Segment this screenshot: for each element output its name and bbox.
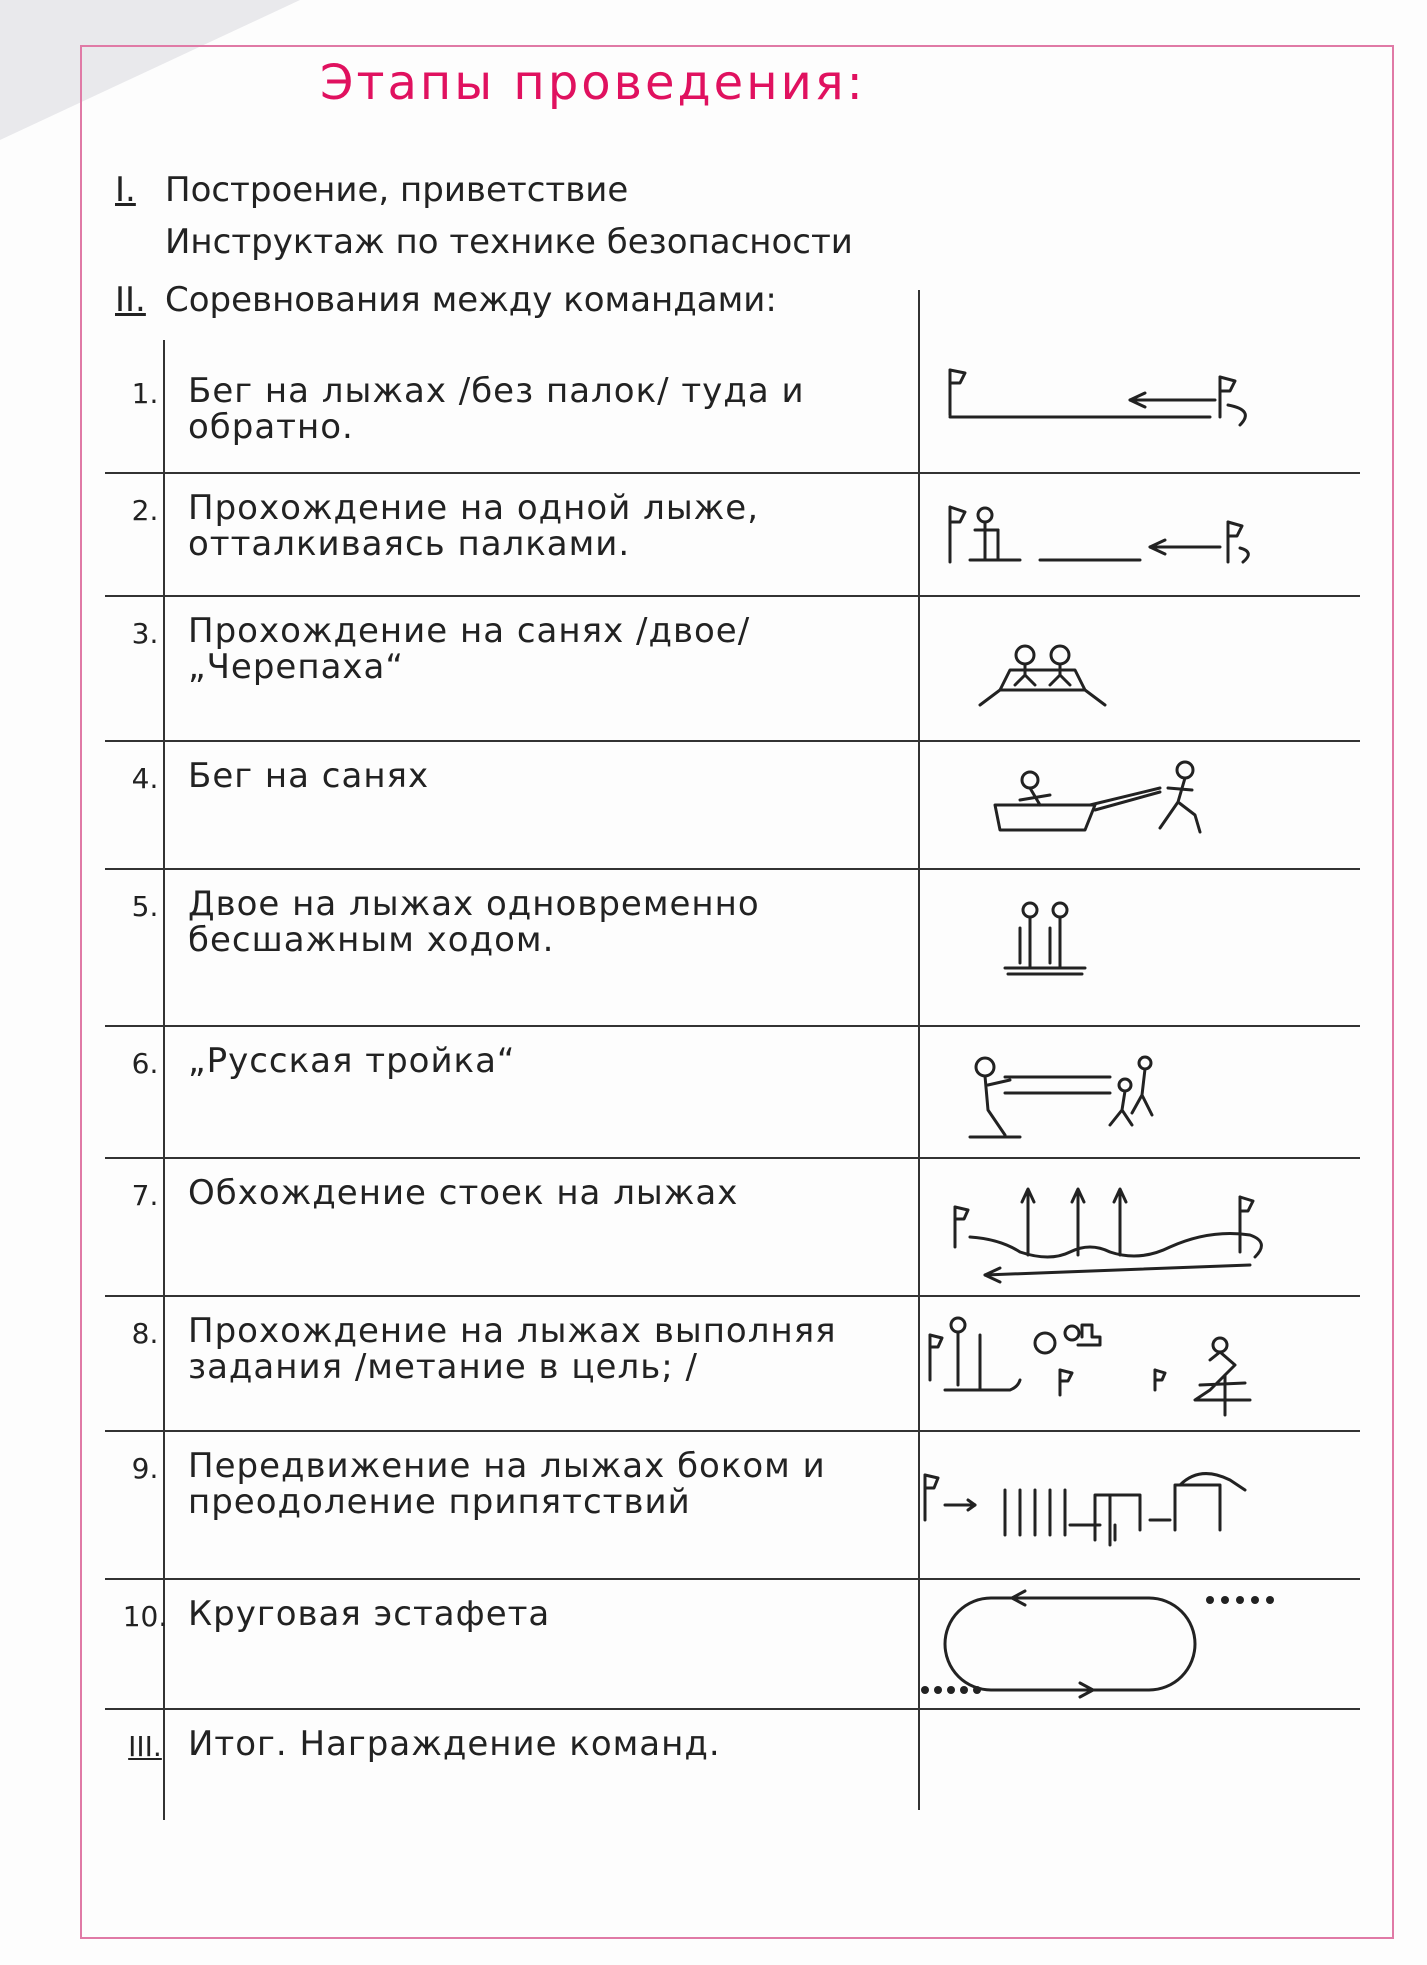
stage-number: 10. bbox=[122, 1600, 168, 1633]
table-row bbox=[100, 1578, 1360, 1708]
stage-number: 2. bbox=[131, 494, 159, 527]
stage-number: 1. bbox=[131, 377, 159, 410]
flags-arrow-icon bbox=[910, 355, 1350, 470]
stage-number: 9. bbox=[131, 1452, 159, 1485]
sled-pull-icon bbox=[910, 740, 1350, 865]
single-ski-icon bbox=[910, 472, 1350, 592]
stage-text: Бег на санях bbox=[188, 756, 430, 796]
stage-number: 3. bbox=[131, 617, 159, 650]
stage-text: „Русская тройка“ bbox=[188, 1041, 516, 1081]
stage-text: Двое на лыжах одновременно бесшажным ходом. bbox=[188, 884, 760, 960]
stage-number: 4. bbox=[131, 762, 159, 795]
section-1-line-2-wrap bbox=[165, 222, 853, 262]
troika-icon bbox=[910, 1025, 1350, 1155]
section-2 bbox=[115, 280, 777, 320]
table-row bbox=[100, 1430, 1360, 1578]
stage-text: Прохождение на санях /двое/ „Черепаха“ bbox=[188, 611, 751, 687]
stage-text: Бег на лыжах /без палок/ туда и обратно. bbox=[188, 371, 805, 447]
stage-number: 6. bbox=[131, 1047, 159, 1080]
stage-text: Передвижение на лыжах боком и преодоление припятствий bbox=[188, 1446, 826, 1522]
table-row bbox=[100, 1708, 1360, 1823]
obstacles-icon bbox=[910, 1430, 1350, 1575]
table-row bbox=[100, 1295, 1360, 1430]
target-throw-icon bbox=[910, 1295, 1350, 1430]
stage-number: III. bbox=[128, 1730, 162, 1763]
stage-text: Итог. Награждение команд. bbox=[188, 1724, 721, 1764]
table-row bbox=[100, 1157, 1360, 1295]
stage-text: Прохождение на одной лыже, отталкиваясь палками. bbox=[188, 488, 760, 564]
section-1 bbox=[115, 170, 628, 210]
section-2-number: II. bbox=[115, 280, 146, 320]
section-1-number: I. bbox=[115, 170, 136, 210]
slalom-poles-icon bbox=[910, 1157, 1350, 1292]
stage-text: Обхождение стоек на лыжах bbox=[188, 1173, 739, 1213]
table-row bbox=[100, 355, 1360, 472]
table-row bbox=[100, 740, 1360, 868]
stage-number: 7. bbox=[131, 1179, 159, 1212]
table-row bbox=[100, 1025, 1360, 1157]
stage-text: Круговая эстафета bbox=[188, 1594, 551, 1634]
section-1-line-2: Инструктаж по технике безопасности bbox=[165, 222, 853, 262]
two-skiers-icon bbox=[910, 868, 1350, 1018]
circle-relay-icon bbox=[910, 1578, 1350, 1708]
page-title: Этапы проведения: bbox=[320, 55, 866, 111]
table-row bbox=[100, 868, 1360, 1025]
table-row bbox=[100, 595, 1360, 740]
stage-text: Прохождение на лыжах выполняя задания /метание в цель; / bbox=[188, 1311, 837, 1387]
table-row bbox=[100, 472, 1360, 595]
stage-number: 5. bbox=[131, 890, 159, 923]
section-1-line-1: Построение, приветствие bbox=[165, 170, 629, 210]
stage-number: 8. bbox=[131, 1317, 159, 1350]
sled-pair-icon bbox=[910, 595, 1350, 735]
section-2-line-1: Соревнования между командами: bbox=[165, 280, 777, 320]
